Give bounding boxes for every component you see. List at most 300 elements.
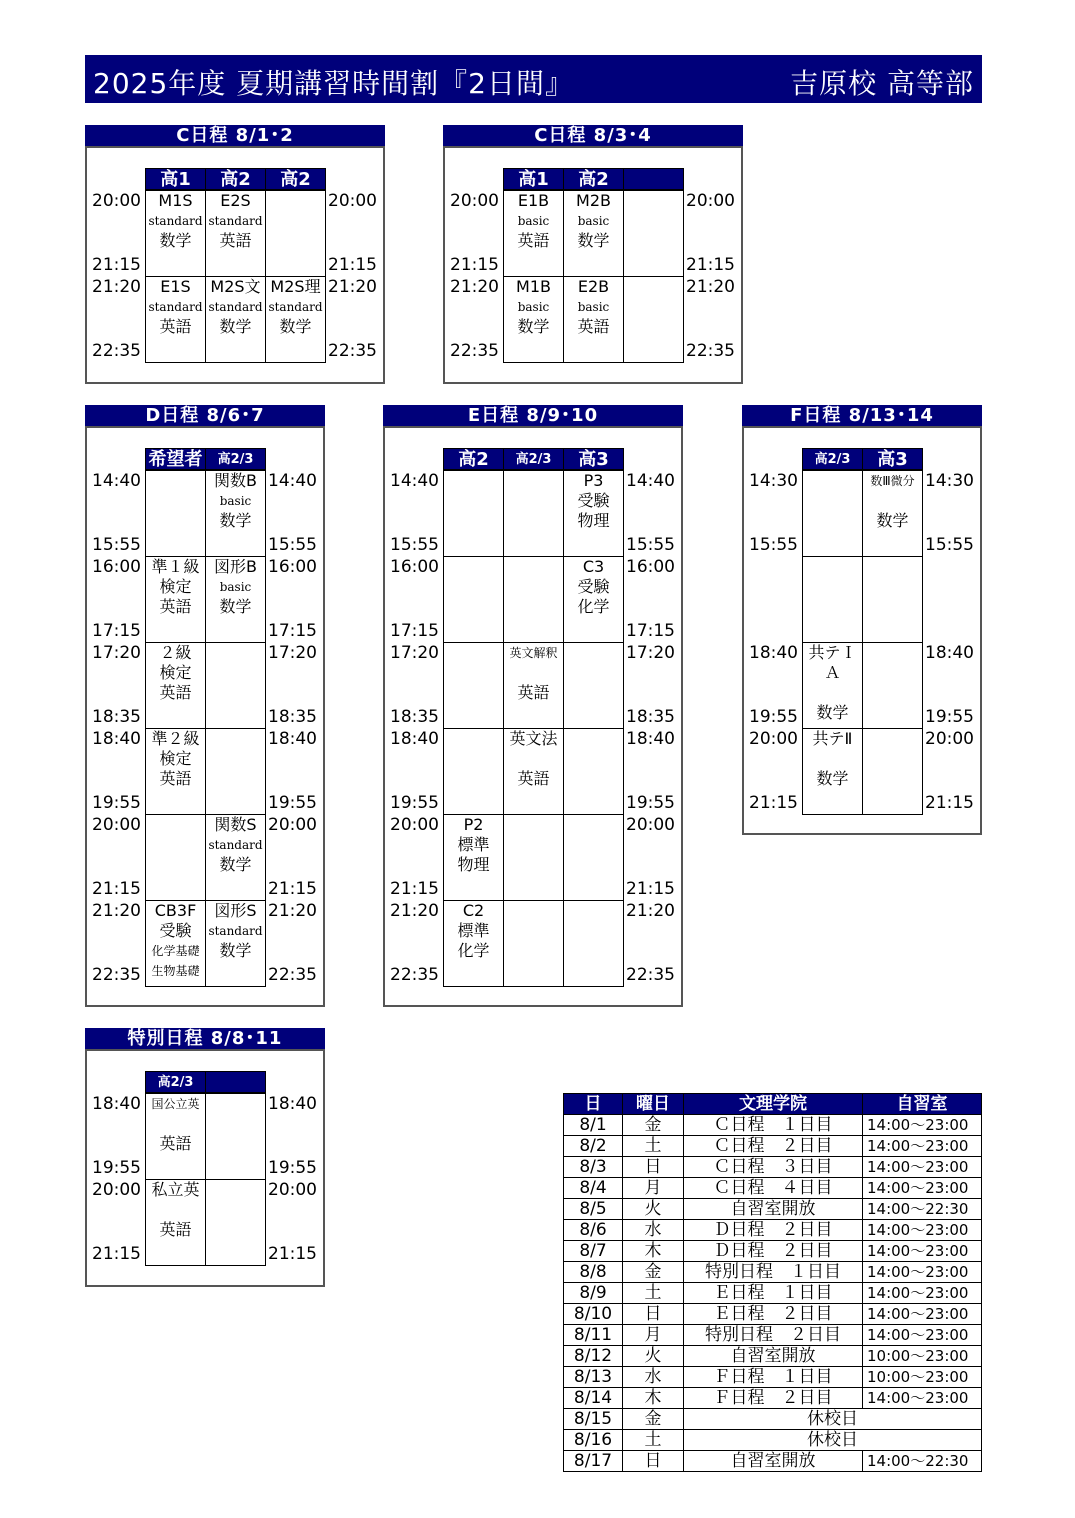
class-subject: 英語: [159, 769, 192, 788]
class-subject: 数学: [219, 941, 252, 960]
class-subject: [206, 1134, 265, 1154]
class-code: [564, 643, 623, 663]
class-subject: [444, 511, 503, 531]
calendar-date: 8/3: [564, 1157, 623, 1178]
class-subject: 数学: [517, 317, 550, 336]
class-level: [504, 491, 563, 511]
class-level: 検定: [159, 749, 192, 768]
column-header: 高2: [443, 448, 504, 470]
class-level: standard: [148, 214, 203, 228]
schedule-title-d: D日程 8/6･7: [85, 405, 325, 426]
calendar-row: [564, 1115, 982, 1136]
class-cell: [205, 1093, 266, 1180]
class-code: [564, 815, 623, 835]
class-cell: [145, 642, 206, 729]
start-time-label: 21:20: [328, 277, 377, 297]
class-level: [206, 663, 265, 683]
class-code: 共テⅡ: [812, 729, 853, 748]
calendar-weekday: 火: [623, 1346, 684, 1367]
class-cell: [265, 276, 326, 363]
class-code: [624, 191, 683, 211]
class-cell: [145, 1093, 206, 1180]
calendar-studyroom: 14:00～23:00: [863, 1157, 982, 1178]
class-subject: 数学: [219, 855, 252, 874]
class-code: 図形S: [214, 901, 257, 920]
class-cell: [265, 190, 326, 277]
class-code: 関数S: [214, 815, 257, 834]
calendar-studyroom: 14:00～23:00: [863, 1178, 982, 1199]
class-cell: [205, 276, 266, 363]
column-header: [205, 1071, 266, 1093]
end-time-label: 15:55: [390, 535, 439, 555]
class-subject: [206, 683, 265, 703]
calendar-studyroom: 10:00～23:00: [863, 1367, 982, 1388]
class-code: CB3F: [154, 901, 197, 920]
start-time-label: 18:40: [390, 729, 439, 749]
class-subject: [504, 855, 563, 875]
class-subject: 英語: [159, 597, 192, 616]
class-subject: [206, 769, 265, 789]
class-subject: [624, 231, 683, 251]
class-code: 関数B: [214, 471, 257, 490]
class-subject: 数学: [279, 317, 312, 336]
class-cell: [145, 728, 206, 815]
class-level: basic: [577, 214, 610, 228]
column-header: 高3: [862, 448, 923, 470]
class-code: 準２級: [151, 729, 200, 748]
class-subject: [564, 683, 623, 703]
class-code: E2S: [220, 191, 251, 210]
class-subject: 数学: [816, 769, 849, 788]
class-level: basic: [577, 300, 610, 314]
start-time-label: 20:00: [92, 191, 141, 211]
class-cell: [503, 900, 564, 987]
start-time-label: 14:40: [268, 471, 317, 491]
class-cell: [862, 470, 923, 557]
start-time-label: 17:20: [92, 643, 141, 663]
calendar-schedule: 特別日程 １日目: [684, 1262, 863, 1283]
class-code: [624, 277, 683, 297]
end-time-label: 21:15: [268, 1244, 317, 1264]
calendar-schedule: 自習室開放: [684, 1451, 863, 1472]
calendar-studyroom: 14:00～23:00: [863, 1220, 982, 1241]
class-code: M2S文: [210, 277, 261, 296]
class-cell: [802, 728, 863, 815]
column-header: [623, 168, 684, 190]
end-time-label: 19:55: [92, 1158, 141, 1178]
class-subject: 英語: [219, 231, 252, 250]
class-code: C3: [582, 557, 605, 576]
class-level: [863, 749, 922, 769]
calendar-schedule: Ｆ日程 １日目: [684, 1367, 863, 1388]
start-time-label: 18:40: [749, 643, 798, 663]
class-level: standard: [268, 300, 323, 314]
end-time-label: 19:55: [749, 707, 798, 727]
class-code: [504, 901, 563, 921]
calendar-header-day: 日: [564, 1094, 623, 1115]
class-cell: [205, 728, 266, 815]
class-cell: [443, 556, 504, 643]
class-code: [444, 643, 503, 663]
end-time-label: 19:55: [626, 793, 675, 813]
start-time-label: 20:00: [749, 729, 798, 749]
class-code: M1B: [516, 277, 551, 296]
class-cell: [802, 470, 863, 557]
start-time-label: 17:20: [268, 643, 317, 663]
calendar-studyroom: 10:00～23:00: [863, 1346, 982, 1367]
calendar-schedule: Ｆ日程 ２日目: [684, 1388, 863, 1409]
class-code: 英文解釈: [509, 646, 558, 660]
class-subject: 化学: [457, 941, 490, 960]
calendar-schedule: Ｅ日程 ２日目: [684, 1304, 863, 1325]
class-code: [206, 729, 265, 749]
calendar-date: 8/17: [564, 1451, 623, 1472]
class-level: [146, 491, 205, 511]
calendar-date: 8/12: [564, 1346, 623, 1367]
class-cell: [862, 556, 923, 643]
end-time-label: 15:55: [626, 535, 675, 555]
calendar-row: [564, 1409, 982, 1430]
end-time-label: 19:55: [390, 793, 439, 813]
class-code: C2: [462, 901, 485, 920]
start-time-label: 20:00: [268, 1180, 317, 1200]
class-subject: [863, 769, 922, 789]
start-time-label: 21:20: [268, 901, 317, 921]
class-subject: [146, 855, 205, 875]
class-code: M2S理: [270, 277, 321, 296]
calendar-studyroom: 14:00～23:00: [863, 1241, 982, 1262]
calendar-schedule: 休校日: [684, 1409, 982, 1430]
class-cell: [563, 642, 624, 729]
calendar-studyroom: 14:00～23:00: [863, 1304, 982, 1325]
start-time-label: 21:20: [92, 901, 141, 921]
class-subject: [444, 683, 503, 703]
class-level: 標準: [457, 835, 490, 854]
end-time-label: 22:35: [92, 341, 141, 361]
class-cell: [623, 190, 684, 277]
start-time-label: 20:00: [328, 191, 377, 211]
class-level: [863, 663, 922, 683]
column-header: 高1: [503, 168, 564, 190]
calendar-header-row: [564, 1094, 982, 1115]
end-time-label: 22:35: [450, 341, 499, 361]
end-time-label: 22:35: [92, 965, 141, 985]
class-cell: [145, 190, 206, 277]
calendar-row: [564, 1346, 982, 1367]
class-cell: [563, 556, 624, 643]
class-subject: 数学: [219, 597, 252, 616]
class-subject: 英語: [159, 1220, 192, 1239]
calendar-header-weekday: 曜日: [623, 1094, 684, 1115]
class-code: [444, 557, 503, 577]
class-level: [863, 491, 922, 511]
calendar-row: [564, 1241, 982, 1262]
class-subject: 英語: [159, 317, 192, 336]
column-header: 高1: [145, 168, 206, 190]
calendar-studyroom: 14:00～23:00: [863, 1115, 982, 1136]
calendar-weekday: 土: [623, 1430, 684, 1451]
class-level: basic: [219, 494, 252, 508]
schedule-title-s: 特別日程 8/8･11: [85, 1028, 325, 1049]
end-time-label: 21:15: [925, 793, 974, 813]
class-level: [444, 749, 503, 769]
class-level: basic: [517, 214, 550, 228]
class-subject: [803, 511, 862, 531]
calendar-date: 8/15: [564, 1409, 623, 1430]
calendar-schedule: Ｄ日程 ２日目: [684, 1220, 863, 1241]
calendar-weekday: 火: [623, 1199, 684, 1220]
class-level: 検定: [159, 577, 192, 596]
class-code: E2B: [577, 277, 610, 296]
end-time-label: 17:15: [390, 621, 439, 641]
class-subject: [206, 1220, 265, 1240]
class-code: [504, 471, 563, 491]
calendar-table: [563, 1093, 982, 1472]
schedule-title-e: E日程 8/9･10: [383, 405, 683, 426]
class-code: [146, 815, 205, 835]
class-level: 化学基礎: [151, 944, 200, 958]
column-header: 高2/3: [145, 1071, 206, 1093]
class-code: [266, 191, 325, 211]
calendar-weekday: 土: [623, 1283, 684, 1304]
class-subject: [564, 769, 623, 789]
class-subject: 英語: [517, 769, 550, 788]
start-time-label: 18:40: [268, 729, 317, 749]
class-subject: 数学: [219, 317, 252, 336]
class-code: [444, 471, 503, 491]
class-level: standard: [208, 214, 263, 228]
end-time-label: 22:35: [626, 965, 675, 985]
class-level: [146, 1114, 205, 1134]
class-level: [803, 749, 862, 769]
class-subject: [863, 683, 922, 703]
class-cell: [862, 642, 923, 729]
calendar-row: [564, 1304, 982, 1325]
class-code: P3: [583, 471, 604, 490]
start-time-label: 18:40: [925, 643, 974, 663]
class-code: [863, 643, 922, 663]
class-level: standard: [208, 838, 263, 852]
class-subject: [504, 597, 563, 617]
class-subject: [444, 597, 503, 617]
class-level: [206, 1114, 265, 1134]
class-code: 準１級: [151, 557, 200, 576]
class-level: basic: [219, 580, 252, 594]
class-cell: [145, 470, 206, 557]
class-cell: [145, 276, 206, 363]
calendar-schedule: Ｃ日程 １日目: [684, 1115, 863, 1136]
class-code: 私立英: [151, 1180, 200, 1199]
class-cell: [145, 556, 206, 643]
class-level: [504, 577, 563, 597]
start-time-label: 20:00: [268, 815, 317, 835]
class-level: 検定: [159, 663, 192, 682]
class-level: [803, 683, 862, 703]
calendar-row: [564, 1451, 982, 1472]
calendar-row: [564, 1136, 982, 1157]
class-level: [206, 749, 265, 769]
column-header: 高2: [265, 168, 326, 190]
class-level: [863, 577, 922, 597]
class-subject: 数学: [159, 231, 192, 250]
calendar-schedule: 休校日: [684, 1430, 982, 1451]
title-banner: [85, 55, 982, 103]
class-subject: 英語: [517, 231, 550, 250]
class-level: [624, 297, 683, 317]
end-time-label: 21:15: [268, 879, 317, 899]
calendar-studyroom: 14:00～23:00: [863, 1262, 982, 1283]
calendar-weekday: 木: [623, 1388, 684, 1409]
class-subject: [504, 511, 563, 531]
end-time-label: 17:15: [92, 621, 141, 641]
start-time-label: 14:40: [92, 471, 141, 491]
class-code: 国公立英: [151, 1097, 200, 1111]
class-subject: [564, 855, 623, 875]
class-level: 受験: [159, 921, 192, 940]
class-cell: [862, 728, 923, 815]
class-level: [564, 663, 623, 683]
class-cell: [563, 814, 624, 901]
class-code: [863, 729, 922, 749]
start-time-label: 20:00: [92, 1180, 141, 1200]
class-subject: [803, 597, 862, 617]
class-subject: [266, 231, 325, 251]
class-level: [146, 835, 205, 855]
start-time-label: 20:00: [925, 729, 974, 749]
class-code: E1S: [160, 277, 191, 296]
class-level: standard: [208, 300, 263, 314]
calendar-date: 8/8: [564, 1262, 623, 1283]
class-cell: [443, 728, 504, 815]
class-subject: [146, 511, 205, 531]
class-level: [504, 921, 563, 941]
end-time-label: 21:15: [92, 879, 141, 899]
class-subject: 英語: [517, 683, 550, 702]
class-cell: [503, 190, 564, 277]
end-time-label: 22:35: [268, 965, 317, 985]
page-title: 2025年度 夏期講習時間割『2日間』: [93, 67, 574, 100]
class-subject: 英語: [159, 1134, 192, 1153]
class-cell: [205, 470, 266, 557]
class-level: [444, 577, 503, 597]
end-time-label: 21:15: [92, 1244, 141, 1264]
column-header: 高2: [205, 168, 266, 190]
calendar-weekday: 木: [623, 1241, 684, 1262]
class-level: [624, 211, 683, 231]
start-time-label: 21:20: [686, 277, 735, 297]
calendar-date: 8/2: [564, 1136, 623, 1157]
calendar-schedule: Ｄ日程 ２日目: [684, 1241, 863, 1262]
calendar-row: [564, 1178, 982, 1199]
calendar-weekday: 水: [623, 1367, 684, 1388]
calendar-weekday: 金: [623, 1409, 684, 1430]
start-time-label: 21:20: [450, 277, 499, 297]
calendar-schedule: 自習室開放: [684, 1199, 863, 1220]
class-subject: 数学: [577, 231, 610, 250]
calendar-date: 8/14: [564, 1388, 623, 1409]
end-time-label: 19:55: [268, 793, 317, 813]
class-subject: 数学: [219, 511, 252, 530]
end-time-label: 21:15: [749, 793, 798, 813]
start-time-label: 17:20: [390, 643, 439, 663]
calendar-schedule: Ｅ日程 １日目: [684, 1283, 863, 1304]
class-code: 数Ⅲ微分: [870, 474, 915, 488]
class-cell: [503, 642, 564, 729]
class-cell: [443, 900, 504, 987]
calendar-row: [564, 1430, 982, 1451]
end-time-label: 19:55: [92, 793, 141, 813]
start-time-label: 16:00: [390, 557, 439, 577]
start-time-label: 14:30: [749, 471, 798, 491]
class-code: [564, 901, 623, 921]
calendar-row: [564, 1199, 982, 1220]
class-cell: [503, 276, 564, 363]
column-header: 高2/3: [503, 448, 564, 470]
start-time-label: 18:40: [92, 1094, 141, 1114]
class-level: [444, 491, 503, 511]
class-code: E1B: [517, 191, 550, 210]
class-subject: [863, 597, 922, 617]
start-time-label: 14:30: [925, 471, 974, 491]
column-header: 高2/3: [802, 448, 863, 470]
calendar-studyroom: 14:00～22:30: [863, 1199, 982, 1220]
class-level: 標準: [457, 921, 490, 940]
class-cell: [802, 556, 863, 643]
calendar-row: [564, 1220, 982, 1241]
class-code: [146, 471, 205, 491]
class-cell: [563, 190, 624, 277]
class-code: [803, 471, 862, 491]
calendar-row: [564, 1283, 982, 1304]
calendar-header-studyroom: 自習室: [863, 1094, 982, 1115]
start-time-label: 20:00: [686, 191, 735, 211]
class-cell: [503, 728, 564, 815]
class-code: [206, 643, 265, 663]
calendar-date: 8/9: [564, 1283, 623, 1304]
calendar-weekday: 日: [623, 1304, 684, 1325]
end-time-label: 18:35: [390, 707, 439, 727]
end-time-label: 22:35: [390, 965, 439, 985]
class-cell: [205, 190, 266, 277]
calendar-schedule: Ｃ日程 ２日目: [684, 1136, 863, 1157]
class-cell: [443, 814, 504, 901]
calendar-row: [564, 1262, 982, 1283]
class-subject: 数学: [876, 511, 909, 530]
class-code: M2B: [576, 191, 611, 210]
class-code: [803, 557, 862, 577]
class-cell: [205, 1179, 266, 1266]
start-time-label: 20:00: [390, 815, 439, 835]
end-time-label: 15:55: [925, 535, 974, 555]
column-header: 高2: [563, 168, 624, 190]
class-level: 受験: [577, 577, 610, 596]
start-time-label: 20:00: [450, 191, 499, 211]
calendar-date: 8/5: [564, 1199, 623, 1220]
calendar-header-school: 文理学院: [684, 1094, 863, 1115]
calendar-row: [564, 1325, 982, 1346]
end-time-label: 21:15: [450, 255, 499, 275]
calendar-weekday: 日: [623, 1157, 684, 1178]
start-time-label: 16:00: [268, 557, 317, 577]
calendar-studyroom: 14:00～22:30: [863, 1451, 982, 1472]
class-code: [863, 557, 922, 577]
class-subject: 数学: [816, 703, 849, 722]
start-time-label: 21:20: [626, 901, 675, 921]
schedule-title-c2: C日程 8/3･4: [443, 125, 743, 146]
class-subject: 化学: [577, 597, 610, 616]
class-cell: [563, 900, 624, 987]
class-level: [444, 663, 503, 683]
